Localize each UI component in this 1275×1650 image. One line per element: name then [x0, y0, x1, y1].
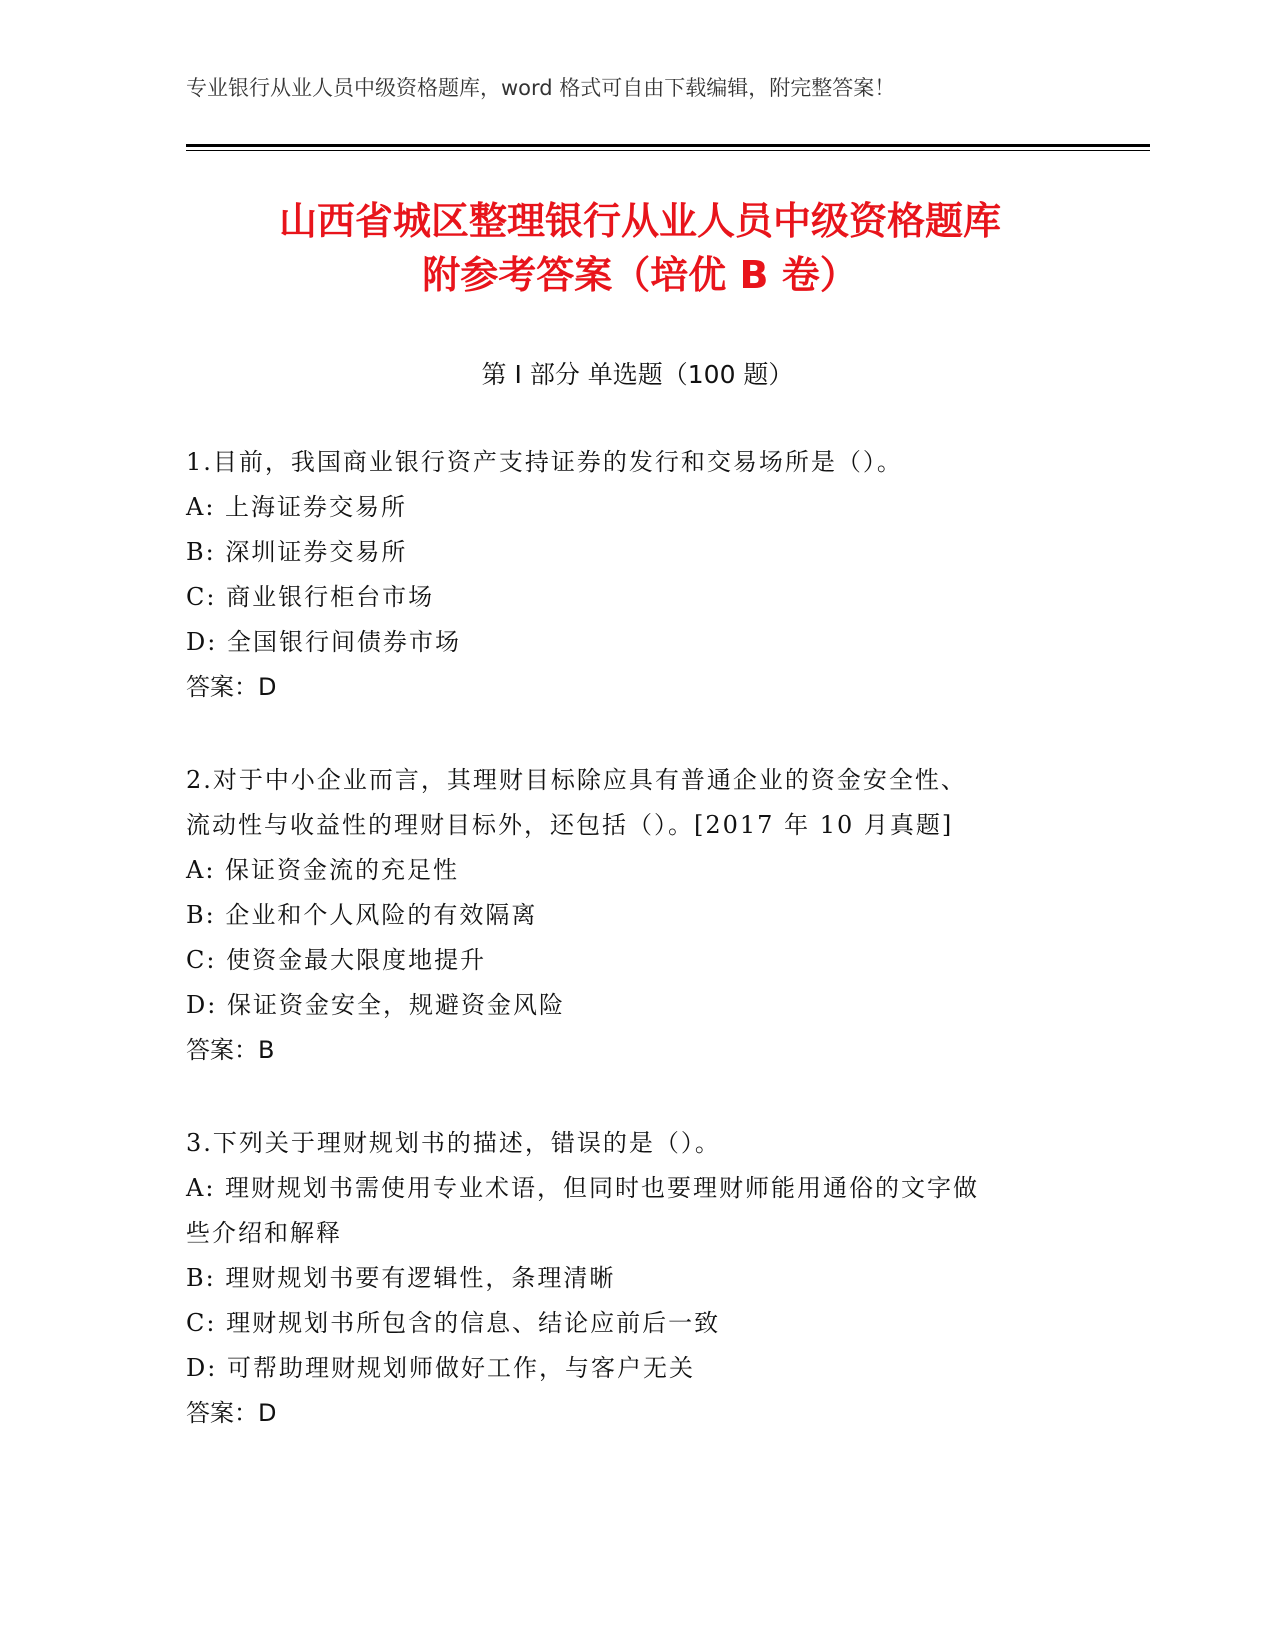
question-1 — [186, 440, 1076, 710]
option-d: D: 保证资金安全，规避资金风险 — [186, 991, 565, 1019]
question-stem: 2.对于中小企业而言，其理财目标除应具有普通企业的资金安全性、 — [186, 766, 967, 794]
option-a: A: 理财规划书需使用专业术语，但同时也要理财师能用通俗的文字做 — [186, 1174, 980, 1202]
option-a: A: 保证资金流的充足性 — [186, 856, 460, 884]
question-2 — [186, 758, 1076, 1073]
answer: 答案：D — [186, 673, 277, 701]
question-list — [186, 440, 1076, 1484]
option-b: B: 理财规划书要有逻辑性，条理清晰 — [186, 1264, 616, 1292]
section-heading: 第 I 部分 单选题（100 题） — [481, 360, 794, 389]
question-3 — [186, 1121, 1076, 1436]
option-c: C: 使资金最大限度地提升 — [186, 946, 487, 974]
title-line-1: 山西省城区整理银行从业人员中级资格题库 — [278, 199, 1001, 243]
document-title — [160, 194, 1120, 302]
title-line-2: 附参考答案（培优 B 卷） — [422, 253, 858, 297]
option-a: A: 上海证券交易所 — [186, 493, 408, 521]
option-b: B: 企业和个人风险的有效隔离 — [186, 901, 538, 929]
answer: 答案：B — [186, 1036, 275, 1064]
option-c: C: 商业银行柜台市场 — [186, 583, 435, 611]
answer: 答案：D — [186, 1399, 277, 1427]
header-rule-thick — [186, 144, 1150, 147]
option-c: C: 理财规划书所包含的信息、结论应前后一致 — [186, 1309, 721, 1337]
option-d: D: 可帮助理财规划师做好工作，与客户无关 — [186, 1354, 695, 1382]
option-b: B: 深圳证券交易所 — [186, 538, 408, 566]
question-stem: 1.目前，我国商业银行资产支持证券的发行和交易场所是（）。 — [186, 448, 903, 476]
header-note: 专业银行从业人员中级资格题库，word 格式可自由下载编辑，附完整答案！ — [186, 76, 896, 100]
option-d: D: 全国银行间债券市场 — [186, 628, 461, 656]
option-a-continued: 些介绍和解释 — [186, 1219, 342, 1247]
question-stem-continued: 流动性与收益性的理财目标外，还包括（）。[2017 年 10 月真题] — [186, 811, 954, 839]
question-stem: 3.下列关于理财规划书的描述，错误的是（）。 — [186, 1129, 721, 1157]
header-rule-thin — [186, 150, 1150, 151]
